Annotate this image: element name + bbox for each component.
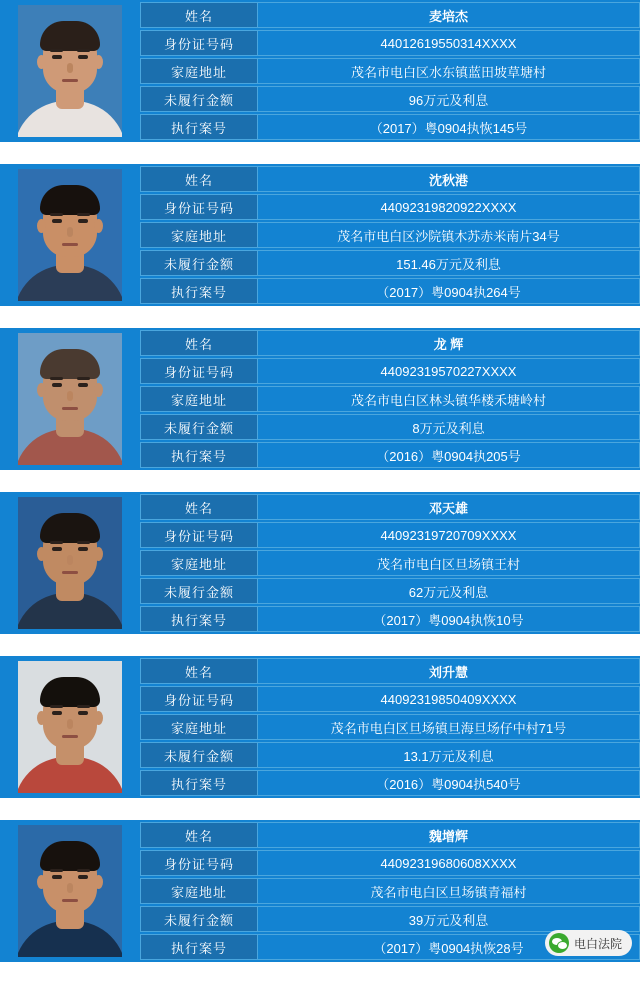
photo-brow-right [77,869,90,872]
value-address: 茂名市电白区旦场镇王村 [258,550,640,576]
debtor-record [0,328,640,470]
label-amount: 未履行金额 [140,578,258,604]
photo-nose [67,63,73,73]
photo-hair [40,349,100,379]
wechat-account-name: 电白法院 [573,936,622,951]
photo-ear-left [37,875,46,889]
label-case-number: 执行案号 [140,934,258,960]
photo-eye-right [78,219,88,223]
table-row [140,442,640,468]
label-case-number: 执行案号 [140,442,258,468]
debtor-photo [18,5,122,137]
label-amount: 未履行金额 [140,86,258,112]
debtor-info-table [140,0,640,142]
photo-ear-right [94,55,103,69]
value-id-number: 44092319820922XXXX [258,194,640,220]
photo-eye-left [52,875,62,879]
photo-ear-right [94,547,103,561]
value-case-number: （2016）粤0904执540号 [258,770,640,796]
label-address: 家庭地址 [140,550,258,576]
photo-ear-right [94,219,103,233]
photo-mouth [62,571,78,574]
label-case-number: 执行案号 [140,606,258,632]
photo-brow-left [50,541,63,544]
photo-brow-right [77,377,90,380]
value-id-number: 44092319570227XXXX [258,358,640,384]
value-amount: 13.1万元及利息 [258,742,640,768]
photo-ear-right [94,383,103,397]
table-row [140,58,640,84]
photo-cell [0,656,140,798]
photo-nose [67,883,73,893]
photo-mouth [62,735,78,738]
photo-hair [40,185,100,215]
photo-cell [0,0,140,142]
photo-ear-left [37,55,46,69]
table-row [140,658,640,684]
label-name: 姓名 [140,822,258,848]
wechat-icon [549,933,569,953]
table-row [140,878,640,904]
table-row [140,822,640,848]
photo-mouth [62,243,78,246]
photo-ear-right [94,875,103,889]
photo-ear-left [37,219,46,233]
value-amount: 39万元及利息 [258,906,640,932]
table-row [140,414,640,440]
table-row [140,686,640,712]
label-id-number: 身份证号码 [140,194,258,220]
wechat-account-badge[interactable] [545,930,632,956]
photo-mouth [62,899,78,902]
photo-brow-left [50,213,63,216]
debtor-info-table [140,656,640,798]
photo-ear-left [37,547,46,561]
value-name: 魏增辉 [258,822,640,848]
photo-hair [40,677,100,707]
table-row [140,222,640,248]
debtor-record [0,492,640,634]
table-row [140,606,640,632]
photo-ear-right [94,711,103,725]
photo-nose [67,555,73,565]
debtor-info-table [140,492,640,634]
photo-eye-left [52,547,62,551]
table-row [140,550,640,576]
photo-hair [40,513,100,543]
label-name: 姓名 [140,166,258,192]
label-id-number: 身份证号码 [140,30,258,56]
label-case-number: 执行案号 [140,278,258,304]
value-amount: 96万元及利息 [258,86,640,112]
photo-eye-right [78,711,88,715]
label-id-number: 身份证号码 [140,686,258,712]
table-row [140,714,640,740]
value-id-number: 44092319850409XXXX [258,686,640,712]
table-row [140,30,640,56]
debtor-record [0,820,640,962]
table-row [140,250,640,276]
label-name: 姓名 [140,2,258,28]
value-id-number: 44012619550314XXXX [258,30,640,56]
label-amount: 未履行金额 [140,906,258,932]
debtor-photo [18,497,122,629]
table-row [140,166,640,192]
label-name: 姓名 [140,330,258,356]
photo-brow-right [77,541,90,544]
table-row [140,494,640,520]
table-row [140,358,640,384]
photo-eye-right [78,875,88,879]
photo-cell [0,820,140,962]
label-amount: 未履行金额 [140,250,258,276]
table-row [140,194,640,220]
label-id-number: 身份证号码 [140,358,258,384]
value-name: 麦培杰 [258,2,640,28]
debtor-photo [18,333,122,465]
label-amount: 未履行金额 [140,414,258,440]
value-case-number: （2017）粤0904执264号 [258,278,640,304]
debtor-info-table [140,164,640,306]
label-address: 家庭地址 [140,222,258,248]
photo-nose [67,391,73,401]
photo-hair [40,21,100,51]
photo-eye-right [78,383,88,387]
value-name: 沈秋港 [258,166,640,192]
debtor-record [0,0,640,142]
table-row [140,906,640,932]
label-address: 家庭地址 [140,878,258,904]
value-case-number: （2017）粤0904执恢28号 [258,934,640,960]
photo-brow-left [50,49,63,52]
debtor-record [0,164,640,306]
photo-eye-right [78,547,88,551]
value-address: 茂名市电白区水东镇蓝田坡草塘村 [258,58,640,84]
photo-eye-left [52,711,62,715]
table-row [140,278,640,304]
label-case-number: 执行案号 [140,114,258,140]
label-address: 家庭地址 [140,714,258,740]
photo-eye-left [52,383,62,387]
table-row [140,770,640,796]
value-address: 茂名市电白区旦场镇青福村 [258,878,640,904]
table-row [140,386,640,412]
value-address: 茂名市电白区林头镇华楼禾塘岭村 [258,386,640,412]
photo-eye-right [78,55,88,59]
photo-cell [0,492,140,634]
photo-hair [40,841,100,871]
photo-brow-right [77,705,90,708]
value-case-number: （2017）粤0904执恢10号 [258,606,640,632]
photo-nose [67,719,73,729]
debtor-info-table [140,328,640,470]
photo-brow-left [50,705,63,708]
table-row [140,114,640,140]
photo-ear-left [37,383,46,397]
photo-brow-right [77,49,90,52]
label-name: 姓名 [140,494,258,520]
value-amount: 8万元及利息 [258,414,640,440]
label-amount: 未履行金额 [140,742,258,768]
value-name: 刘升慧 [258,658,640,684]
value-amount: 62万元及利息 [258,578,640,604]
table-row [140,86,640,112]
photo-cell [0,164,140,306]
value-amount: 151.46万元及利息 [258,250,640,276]
photo-eye-left [52,55,62,59]
value-name: 邓天雄 [258,494,640,520]
value-case-number: （2016）粤0904执205号 [258,442,640,468]
value-address: 茂名市电白区旦场镇旦海旦场仔中村71号 [258,714,640,740]
value-address: 茂名市电白区沙院镇木苏赤米南片34号 [258,222,640,248]
photo-mouth [62,79,78,82]
table-row [140,850,640,876]
label-id-number: 身份证号码 [140,850,258,876]
label-address: 家庭地址 [140,58,258,84]
debtor-photo [18,661,122,793]
label-name: 姓名 [140,658,258,684]
photo-mouth [62,407,78,410]
photo-eye-left [52,219,62,223]
table-row [140,330,640,356]
value-id-number: 44092319680608XXXX [258,850,640,876]
table-row [140,578,640,604]
label-address: 家庭地址 [140,386,258,412]
label-id-number: 身份证号码 [140,522,258,548]
table-row [140,522,640,548]
value-case-number: （2017）粤0904执恢145号 [258,114,640,140]
label-case-number: 执行案号 [140,770,258,796]
value-name: 龙 辉 [258,330,640,356]
photo-brow-left [50,377,63,380]
debtor-photo [18,169,122,301]
photo-nose [67,227,73,237]
debtor-photo [18,825,122,957]
photo-ear-left [37,711,46,725]
table-row [140,742,640,768]
photo-cell [0,328,140,470]
debtor-record [0,656,640,798]
photo-brow-left [50,869,63,872]
table-row [140,2,640,28]
photo-brow-right [77,213,90,216]
value-id-number: 44092319720709XXXX [258,522,640,548]
